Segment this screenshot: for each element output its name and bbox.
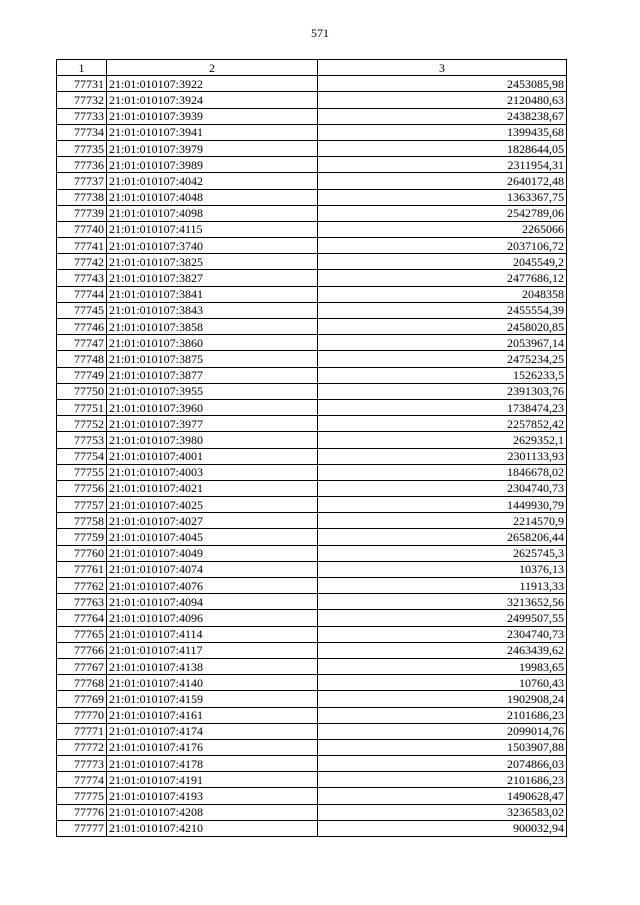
- row-number: 77756: [57, 480, 107, 496]
- table-body: [57, 76, 567, 837]
- cadastral-value: 2658206,44: [318, 529, 567, 545]
- table-row: [57, 157, 567, 173]
- cadastral-value: 2463439,62: [318, 642, 567, 658]
- table-row: [57, 76, 567, 92]
- row-number: 77747: [57, 335, 107, 351]
- cadastral-value: 2304740,73: [318, 626, 567, 642]
- cadastral-value: 1363367,75: [318, 189, 567, 205]
- row-number: 77769: [57, 691, 107, 707]
- cadastral-number: 21:01:010107:4191: [107, 772, 318, 788]
- row-number: 77777: [57, 820, 107, 836]
- column-header-3: 3: [318, 60, 567, 76]
- cadastral-number: 21:01:010107:4027: [107, 513, 318, 529]
- row-number: 77763: [57, 594, 107, 610]
- cadastral-value: 2438238,67: [318, 108, 567, 124]
- cadastral-number: 21:01:010107:3989: [107, 157, 318, 173]
- row-number: 77736: [57, 157, 107, 173]
- table-row: [57, 92, 567, 108]
- table-row: [57, 270, 567, 286]
- cadastral-number: 21:01:010107:3875: [107, 351, 318, 367]
- row-number: 77733: [57, 108, 107, 124]
- table-row: [57, 286, 567, 302]
- cadastral-number: 21:01:010107:4193: [107, 788, 318, 804]
- row-number: 77748: [57, 351, 107, 367]
- table-row: [57, 108, 567, 124]
- cadastral-value: 3213652,56: [318, 594, 567, 610]
- table-row: [57, 464, 567, 480]
- row-number: 77735: [57, 140, 107, 156]
- cadastral-number: 21:01:010107:4042: [107, 173, 318, 189]
- cadastral-number: 21:01:010107:3740: [107, 238, 318, 254]
- cadastral-number: 21:01:010107:3939: [107, 108, 318, 124]
- table-row: [57, 578, 567, 594]
- table-row: [57, 529, 567, 545]
- cadastral-value: 1526233,5: [318, 367, 567, 383]
- row-number: 77760: [57, 545, 107, 561]
- row-number: 77752: [57, 416, 107, 432]
- cadastral-number: 21:01:010107:4178: [107, 756, 318, 772]
- table-row: [57, 124, 567, 140]
- cadastral-value: 2074866,03: [318, 756, 567, 772]
- cadastral-number: 21:01:010107:4098: [107, 205, 318, 221]
- cadastral-value: 1399435,68: [318, 124, 567, 140]
- cadastral-number: 21:01:010107:3827: [107, 270, 318, 286]
- row-number: 77761: [57, 561, 107, 577]
- cadastral-number: 21:01:010107:4094: [107, 594, 318, 610]
- table-row: [57, 756, 567, 772]
- cadastral-number: 21:01:010107:3860: [107, 335, 318, 351]
- cadastral-number: 21:01:010107:3941: [107, 124, 318, 140]
- row-number: 77764: [57, 610, 107, 626]
- cadastral-value: 2265066: [318, 221, 567, 237]
- cadastral-number: 21:01:010107:3977: [107, 416, 318, 432]
- cadastral-number: 21:01:010107:4074: [107, 561, 318, 577]
- cadastral-number: 21:01:010107:3960: [107, 399, 318, 415]
- row-number: 77741: [57, 238, 107, 254]
- table-row: [57, 691, 567, 707]
- cadastral-value: 10376,13: [318, 561, 567, 577]
- cadastral-value: 2120480,63: [318, 92, 567, 108]
- table-header-row: [57, 60, 567, 76]
- cadastral-number: 21:01:010107:4208: [107, 804, 318, 820]
- row-number: 77775: [57, 788, 107, 804]
- cadastral-number: 21:01:010107:3980: [107, 432, 318, 448]
- table-row: [57, 205, 567, 221]
- cadastral-value: 2101686,23: [318, 707, 567, 723]
- cadastral-value: 2455554,39: [318, 302, 567, 318]
- table-row: [57, 545, 567, 561]
- cadastral-number: 21:01:010107:3924: [107, 92, 318, 108]
- cadastral-value: 2045549,2: [318, 254, 567, 270]
- cadastral-value: 1738474,23: [318, 399, 567, 415]
- cadastral-number: 21:01:010107:4140: [107, 675, 318, 691]
- cadastral-value: 2304740,73: [318, 480, 567, 496]
- cadastral-number: 21:01:010107:4174: [107, 723, 318, 739]
- cadastral-value: 2311954,31: [318, 157, 567, 173]
- cadastral-value: 1902908,24: [318, 691, 567, 707]
- row-number: 77776: [57, 804, 107, 820]
- cadastral-number: 21:01:010107:3877: [107, 367, 318, 383]
- table-row: [57, 723, 567, 739]
- cadastral-number: 21:01:010107:4176: [107, 739, 318, 755]
- row-number: 77746: [57, 319, 107, 335]
- cadastral-value: 1490628,47: [318, 788, 567, 804]
- row-number: 77754: [57, 448, 107, 464]
- table-row: [57, 561, 567, 577]
- cadastral-value: 2477686,12: [318, 270, 567, 286]
- cadastral-value: 2629352,1: [318, 432, 567, 448]
- table-row: [57, 804, 567, 820]
- table-row: [57, 173, 567, 189]
- table-row: [57, 594, 567, 610]
- cadastral-value: 1503907,88: [318, 739, 567, 755]
- cadastral-number: 21:01:010107:4114: [107, 626, 318, 642]
- cadastral-value-table: [56, 59, 567, 837]
- column-header-1: 1: [57, 60, 107, 76]
- column-header-2: 2: [107, 60, 318, 76]
- table-row: [57, 432, 567, 448]
- table-row: [57, 140, 567, 156]
- cadastral-value: 2301133,93: [318, 448, 567, 464]
- table-row: [57, 658, 567, 674]
- table-row: [57, 302, 567, 318]
- table-row: [57, 319, 567, 335]
- cadastral-value: 900032,94: [318, 820, 567, 836]
- cadastral-value: 2048358: [318, 286, 567, 302]
- cadastral-value: 1846678,02: [318, 464, 567, 480]
- cadastral-number: 21:01:010107:4021: [107, 480, 318, 496]
- row-number: 77750: [57, 383, 107, 399]
- row-number: 77738: [57, 189, 107, 205]
- row-number: 77765: [57, 626, 107, 642]
- cadastral-number: 21:01:010107:4210: [107, 820, 318, 836]
- table-row: [57, 367, 567, 383]
- row-number: 77740: [57, 221, 107, 237]
- cadastral-value: 3236583,02: [318, 804, 567, 820]
- row-number: 77766: [57, 642, 107, 658]
- table-row: [57, 772, 567, 788]
- table-row: [57, 626, 567, 642]
- cadastral-number: 21:01:010107:4115: [107, 221, 318, 237]
- table-row: [57, 480, 567, 496]
- cadastral-number: 21:01:010107:4001: [107, 448, 318, 464]
- cadastral-value: 1449930,79: [318, 497, 567, 513]
- cadastral-value: 2101686,23: [318, 772, 567, 788]
- table-row: [57, 416, 567, 432]
- cadastral-value: 2257852,42: [318, 416, 567, 432]
- cadastral-value: 11913,33: [318, 578, 567, 594]
- table-row: [57, 497, 567, 513]
- cadastral-value: 2475234,25: [318, 351, 567, 367]
- cadastral-value: 1828644,05: [318, 140, 567, 156]
- table-row: [57, 335, 567, 351]
- cadastral-number: 21:01:010107:4003: [107, 464, 318, 480]
- table-row: [57, 707, 567, 723]
- cadastral-number: 21:01:010107:3841: [107, 286, 318, 302]
- table-row: [57, 675, 567, 691]
- row-number: 77772: [57, 739, 107, 755]
- row-number: 77744: [57, 286, 107, 302]
- cadastral-number: 21:01:010107:3825: [107, 254, 318, 270]
- table-row: [57, 820, 567, 836]
- table-row: [57, 221, 567, 237]
- table-row: [57, 513, 567, 529]
- row-number: 77774: [57, 772, 107, 788]
- table-row: [57, 448, 567, 464]
- table-row: [57, 351, 567, 367]
- cadastral-number: 21:01:010107:4076: [107, 578, 318, 594]
- cadastral-number: 21:01:010107:3955: [107, 383, 318, 399]
- row-number: 77770: [57, 707, 107, 723]
- cadastral-number: 21:01:010107:4161: [107, 707, 318, 723]
- row-number: 77773: [57, 756, 107, 772]
- table-row: [57, 254, 567, 270]
- cadastral-value: 2640172,48: [318, 173, 567, 189]
- row-number: 77734: [57, 124, 107, 140]
- cadastral-value: 2391303,76: [318, 383, 567, 399]
- cadastral-number: 21:01:010107:4025: [107, 497, 318, 513]
- row-number: 77737: [57, 173, 107, 189]
- cadastral-value: 2214570,9: [318, 513, 567, 529]
- cadastral-value: 19983,65: [318, 658, 567, 674]
- cadastral-number: 21:01:010107:4138: [107, 658, 318, 674]
- cadastral-value: 2458020,85: [318, 319, 567, 335]
- cadastral-value: 2542789,06: [318, 205, 567, 221]
- cadastral-number: 21:01:010107:4045: [107, 529, 318, 545]
- table-row: [57, 399, 567, 415]
- row-number: 77732: [57, 92, 107, 108]
- cadastral-value: 2499507,55: [318, 610, 567, 626]
- row-number: 77767: [57, 658, 107, 674]
- cadastral-value: 2037106,72: [318, 238, 567, 254]
- cadastral-value: 2053967,14: [318, 335, 567, 351]
- cadastral-number: 21:01:010107:3922: [107, 76, 318, 92]
- row-number: 77751: [57, 399, 107, 415]
- row-number: 77762: [57, 578, 107, 594]
- cadastral-number: 21:01:010107:4096: [107, 610, 318, 626]
- cadastral-value: 10760,43: [318, 675, 567, 691]
- cadastral-number: 21:01:010107:4048: [107, 189, 318, 205]
- cadastral-number: 21:01:010107:3843: [107, 302, 318, 318]
- cadastral-number: 21:01:010107:4117: [107, 642, 318, 658]
- cadastral-number: 21:01:010107:4049: [107, 545, 318, 561]
- row-number: 77742: [57, 254, 107, 270]
- row-number: 77749: [57, 367, 107, 383]
- table-row: [57, 238, 567, 254]
- cadastral-value: 2625745,3: [318, 545, 567, 561]
- row-number: 77745: [57, 302, 107, 318]
- row-number: 77753: [57, 432, 107, 448]
- row-number: 77757: [57, 497, 107, 513]
- table-row: [57, 383, 567, 399]
- row-number: 77755: [57, 464, 107, 480]
- row-number: 77758: [57, 513, 107, 529]
- row-number: 77771: [57, 723, 107, 739]
- table-row: [57, 642, 567, 658]
- row-number: 77768: [57, 675, 107, 691]
- page-number: 571: [311, 26, 329, 40]
- cadastral-number: 21:01:010107:3858: [107, 319, 318, 335]
- row-number: 77759: [57, 529, 107, 545]
- row-number: 77731: [57, 76, 107, 92]
- table-row: [57, 788, 567, 804]
- table-row: [57, 739, 567, 755]
- table-row: [57, 189, 567, 205]
- row-number: 77743: [57, 270, 107, 286]
- cadastral-value: 2453085,98: [318, 76, 567, 92]
- row-number: 77739: [57, 205, 107, 221]
- cadastral-value: 2099014,76: [318, 723, 567, 739]
- cadastral-number: 21:01:010107:4159: [107, 691, 318, 707]
- table-row: [57, 610, 567, 626]
- cadastral-number: 21:01:010107:3979: [107, 140, 318, 156]
